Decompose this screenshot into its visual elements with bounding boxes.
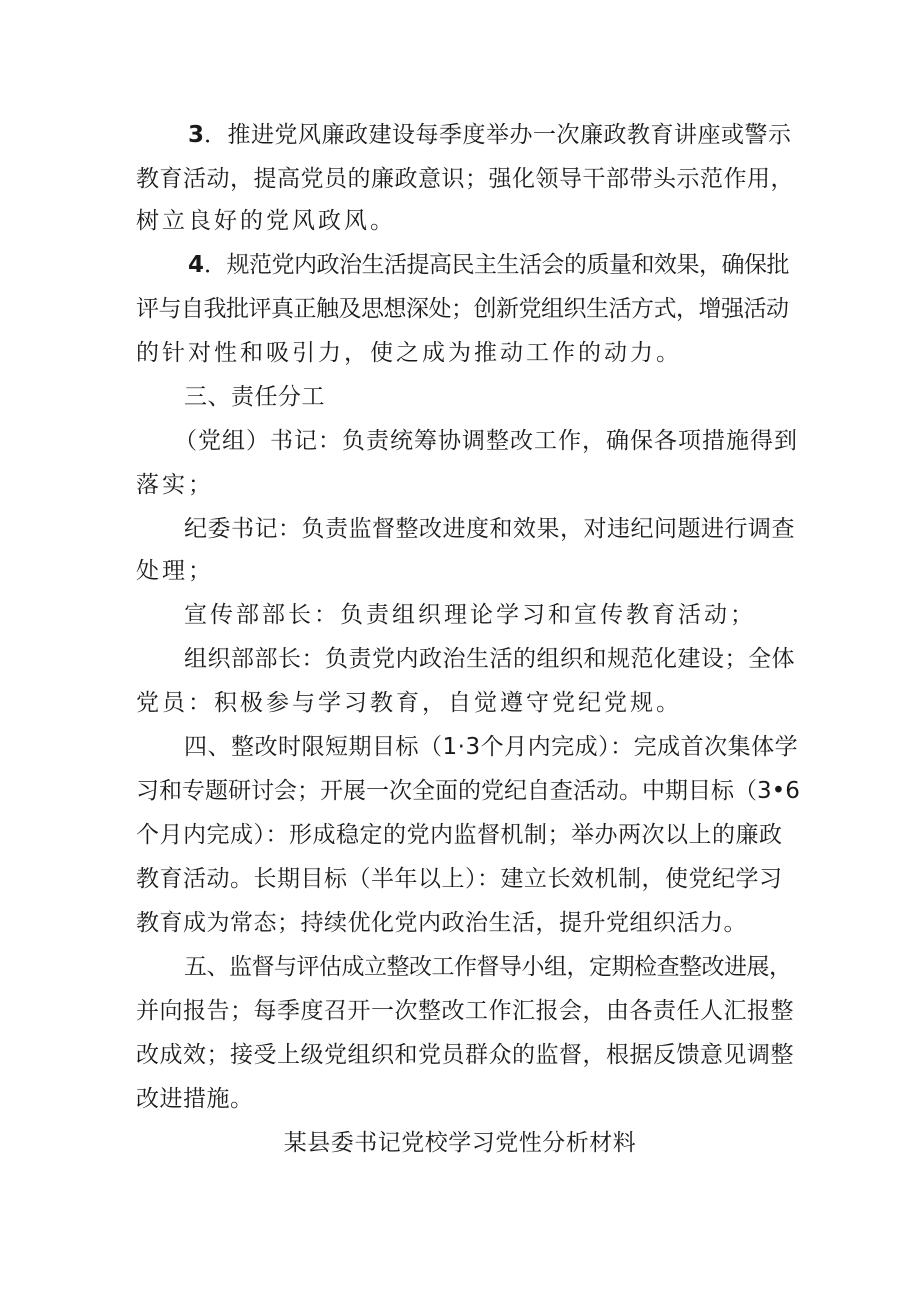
secretary-duty-line-1: （党组）书记：负责统筹协调整改工作，确保各项措施得到 (174, 428, 798, 454)
item-4-line-2: 评与自我批评真正触及思想深处；创新党组织生活方式，增强活动 (136, 296, 789, 322)
section-4-line-2: 习和专题研讨会；开展一次全面的党纪自查活动。中期目标（3•6 (136, 778, 800, 804)
section-3-heading: 三、责任分工 (184, 384, 325, 410)
next-document-title: 某县委书记党校学习党性分析材料 (283, 1130, 637, 1156)
section-4-line-5: 教育成为常态；持续优化党内政治生活，提升党组织活力。 (136, 910, 747, 936)
secretary-duty-line-2: 落实； (136, 472, 214, 498)
section-5-line-2: 并向报告；每季度召开一次整改工作汇报会，由各责任人汇报整 (136, 998, 794, 1024)
item-3-text: ．推进党风廉政建设每季度举办一次廉政教育讲座或警示 (204, 122, 792, 148)
propaganda-duty-line: 宣传部部长：负责组织理论学习和宣传教育活动； (184, 602, 756, 628)
item-4-text: ．规范党内政治生活提高民主生活会的质量和效果，确保批 (204, 252, 790, 278)
item-4-number: 4 (188, 252, 205, 278)
section-5-line-1: 五、监督与评估成立整改工作督导小组，定期检查整改进展， (184, 954, 792, 980)
organization-duty-line-2: 党员：积极参与学习教育，自觉遵守党纪党规。 (136, 690, 682, 716)
item-3-line-1 (188, 120, 792, 150)
item-3-line-3: 树立良好的党风政风。 (136, 208, 396, 234)
section-5-line-4: 改进措施。 (136, 1086, 254, 1112)
section-4-line-1: 四、整改时限短期目标（1·3个月内完成）：完成首次集体学 (184, 734, 799, 760)
discipline-duty-line-1: 纪委书记：负责监督整改进度和效果，对违纪问题进行调查 (184, 516, 795, 542)
item-4-line-1 (188, 250, 789, 280)
section-5-line-3: 改成效；接受上级党组织和党员群众的监督，根据反馈意见调整 (136, 1042, 794, 1068)
item-3-number: 3 (188, 122, 205, 148)
organization-duty-line-1: 组织部部长：负责党内政治生活的组织和规范化建设；全体 (184, 646, 795, 672)
item-4-line-3: 的针对性和吸引力，使之成为推动工作的动力。 (136, 340, 682, 366)
section-4-line-4: 教育活动。长期目标（半年以上）：建立长效机制，使党纪学习 (136, 866, 783, 892)
discipline-duty-line-2: 处理； (136, 558, 214, 584)
item-3-line-2: 教育活动，提高党员的廉政意识；强化领导干部带头示范作用， (136, 166, 794, 192)
section-4-line-3: 个月内完成）：形成稳定的党内监督机制；举办两次以上的廉政 (136, 822, 783, 848)
